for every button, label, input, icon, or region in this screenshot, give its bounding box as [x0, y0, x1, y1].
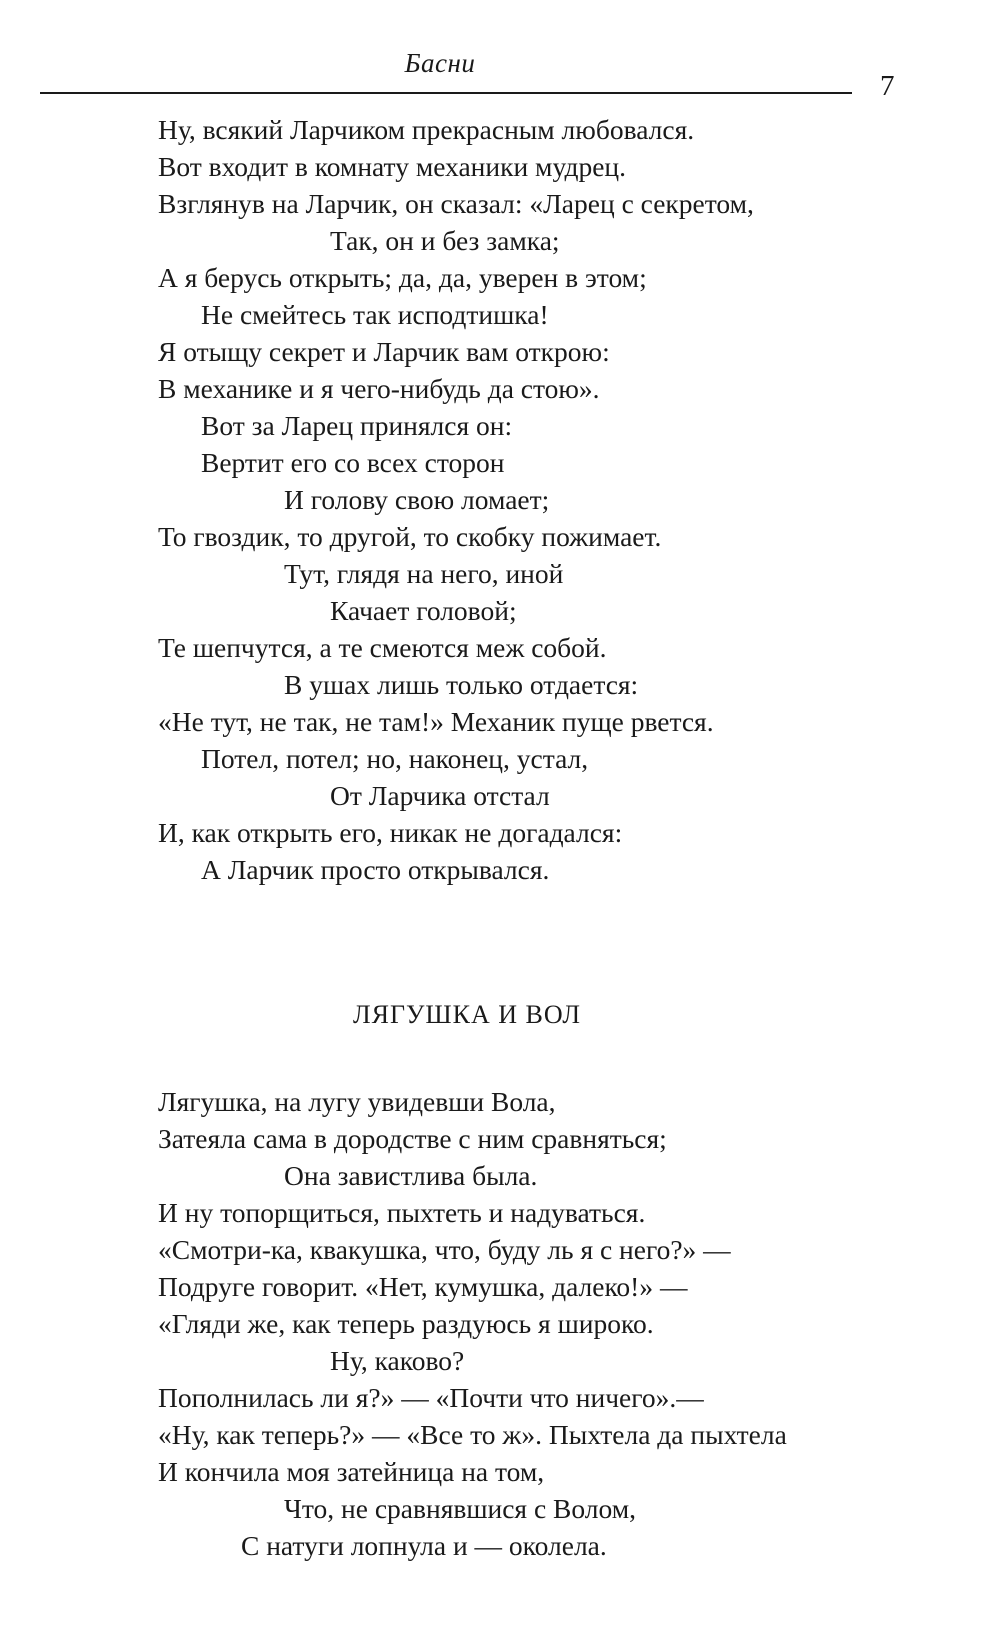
verse-line: И голову свою ломает; — [284, 484, 550, 515]
verse-line: Вертит его со всех сторон — [201, 447, 505, 478]
verse-line: «Ну, как теперь?» — «Все то ж». Пыхтела да пыхтела — [158, 1419, 787, 1450]
verse-line: Лягушка, на лугу увидевши Вола, — [158, 1086, 556, 1117]
header-rule — [40, 92, 852, 94]
verse-line: А я берусь открыть; да, да, уверен в этом; — [158, 262, 647, 293]
verse-line: Те шепчутся, а те смеются меж собой. — [158, 632, 607, 663]
verse-line: И, как открыть его, никак не догадался: — [158, 817, 623, 848]
fable-larchik-text — [0, 111, 1000, 888]
verse-line: Потел, потел; но, наконец, устал, — [201, 743, 589, 774]
verse-line: И ну топорщиться, пыхтеть и надуваться. — [158, 1197, 646, 1228]
verse-line: Ну, всякий Ларчиком прекрасным любовался. — [158, 114, 695, 145]
verse-line: «Смотри-ка, квакушка, что, буду ль я с него?» — — [158, 1234, 731, 1265]
verse-line: От Ларчика отстал — [330, 780, 550, 811]
verse-line: С натуги лопнула и — околела. — [241, 1530, 607, 1561]
fable-title: ЛЯГУШКА И ВОЛ — [353, 1000, 581, 1029]
verse-line: Взглянув на Ларчик, он сказал: «Ларец с секретом, — [158, 188, 754, 219]
verse-line: То гвоздик, то другой, то скобку пожимает. — [158, 521, 662, 552]
verse-line: Вот за Ларец принялся он: — [201, 410, 513, 441]
verse-line: Затеяла сама в дородстве с ним сравняться; — [158, 1123, 667, 1154]
verse-line: «Гляди же, как теперь раздуюсь я широко. — [158, 1308, 654, 1339]
verse-line: Пополнилась ли я?» — «Почти что ничего».— — [158, 1382, 704, 1413]
verse-line: Качает головой; — [330, 595, 517, 626]
verse-line: «Не тут, не так, не там!» Механик пуще рвется. — [158, 706, 714, 737]
verse-line: Так, он и без замка; — [330, 225, 560, 256]
fable-frog-and-ox-text — [0, 1083, 1000, 1564]
verse-line: Она завистлива была. — [284, 1160, 538, 1191]
page-number: 7 — [880, 70, 895, 102]
verse-line: В механике и я чего-нибудь да стою». — [158, 373, 600, 404]
verse-line: В ушах лишь только отдается: — [284, 669, 639, 700]
running-head-title: Басни — [404, 48, 476, 78]
verse-line: И кончила моя затейница на том, — [158, 1456, 545, 1487]
verse-line: А Ларчик просто открывался. — [201, 854, 550, 885]
verse-line: Я отыщу секрет и Ларчик вам открою: — [158, 336, 610, 367]
verse-line: Вот входит в комнату механики мудрец. — [158, 151, 626, 182]
verse-line: Что, не сравнявшися с Волом, — [284, 1493, 636, 1524]
verse-line: Ну, каково? — [330, 1345, 465, 1376]
verse-line: Тут, глядя на него, иной — [284, 558, 564, 589]
verse-line: Подруге говорит. «Нет, кумушка, далеко!» — — [158, 1271, 688, 1302]
verse-line: Не смейтесь так исподтишка! — [201, 299, 549, 330]
